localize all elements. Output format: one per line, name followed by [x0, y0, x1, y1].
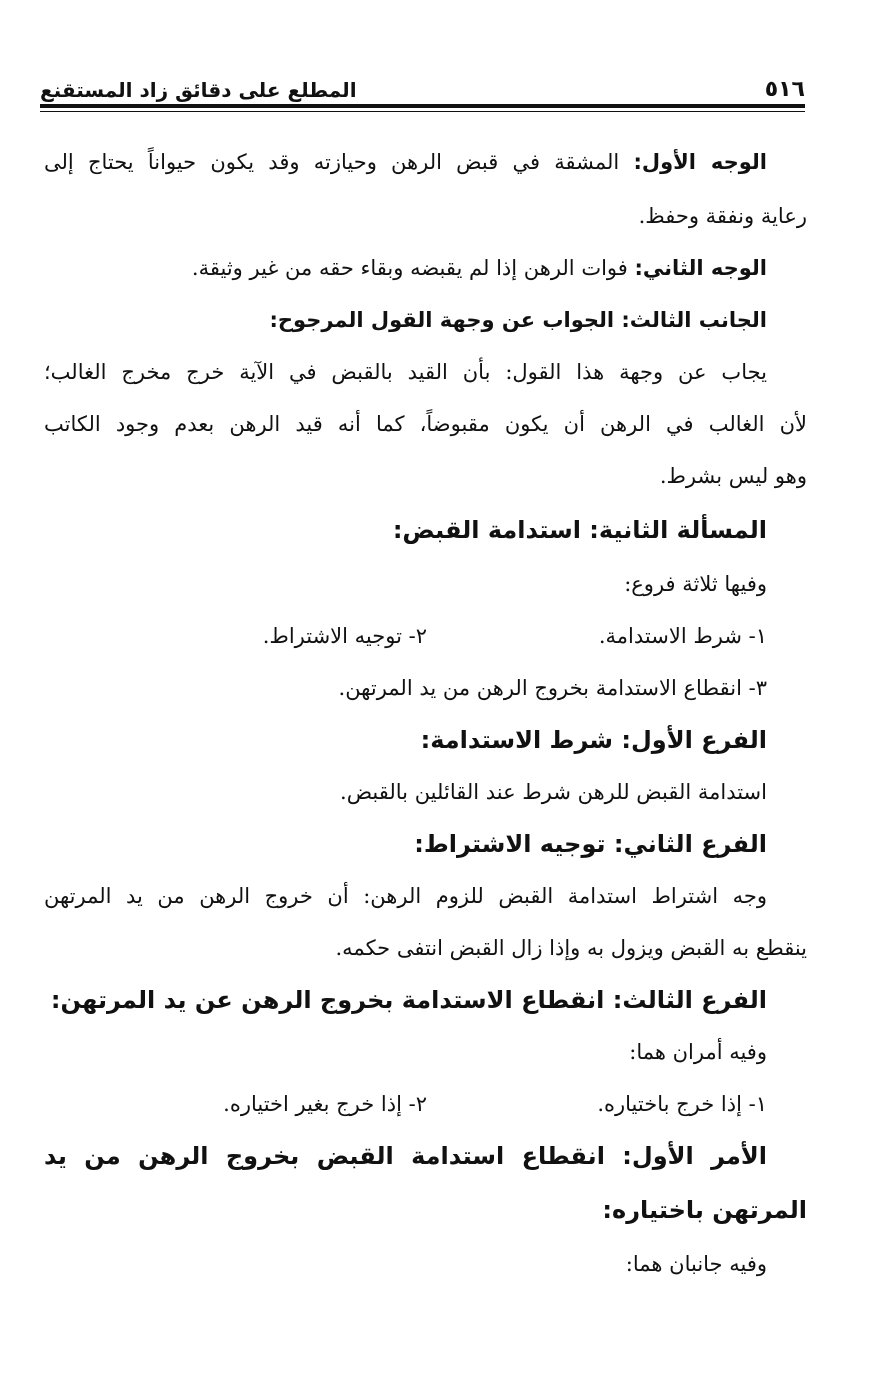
- paragraph-line: وفيه أمران هما:: [629, 1040, 767, 1064]
- page-header: [40, 66, 805, 102]
- list-line: [44, 619, 767, 653]
- paragraph-text: فوات الرهن إذا لم يقبضه وبقاء حقه من غير وثيقة.: [191, 256, 635, 280]
- list-item: ٢- توجيه الاشتراط.: [262, 624, 427, 648]
- paragraph-line: رعاية ونفقة وحفظ.: [638, 204, 807, 228]
- section-heading: المسألة الثانية: استدامة القبض:: [392, 516, 767, 544]
- paragraph-line: استدامة القبض للرهن شرط عند القائلين بالقبض.: [340, 780, 767, 804]
- paragraph-line: وفيه جانبان هما:: [625, 1252, 767, 1276]
- list-item: ٣- انقطاع الاستدامة بخروج الرهن من يد المرتهن.: [338, 676, 767, 700]
- section-heading: الفرع الأول: شرط الاستدامة:: [420, 726, 767, 754]
- paragraph-line: ينقطع به القبض ويزول به وإذا زال القبض انتفى حكمه.: [335, 936, 807, 960]
- list-item: ٢- إذا خرج بغير اختياره.: [223, 1092, 427, 1116]
- book-title: المطلع على دقائق زاد المستقنع: [40, 78, 357, 102]
- paragraph-line: وفيها ثلاثة فروع:: [624, 572, 767, 596]
- list-item: ١- شرط الاستدامة.: [598, 624, 767, 648]
- section-heading: الفرع الثاني: توجيه الاشتراط:: [414, 830, 767, 858]
- paragraph-line: وجه اشتراط استدامة القبض للزوم الرهن: أن خروج الرهن من يد المرتهن: [44, 884, 767, 908]
- paragraph-line: يجاب عن وجهة هذا القول: بأن القيد بالقبض في الآية خرج مخرج الغالب؛: [44, 360, 767, 384]
- section-heading: الأمر الأول: انقطاع استدامة القبض بخروج الرهن من يد: [44, 1142, 767, 1170]
- paragraph-line: لأن الغالب في الرهن أن يكون مقبوضاً، كما أنه قيد الرهن بعدم وجود الكاتب: [44, 412, 807, 436]
- section-heading: الجانب الثالث: الجواب عن وجهة القول المرجوح:: [269, 308, 767, 332]
- paragraph-text: المشقة في قبض الرهن وحيازته وقد يكون حيواناً يحتاج إلى: [44, 150, 634, 174]
- paragraph-line: [44, 251, 767, 285]
- paragraph-line: وهو ليس بشرط.: [659, 464, 807, 488]
- section-heading: المرتهن باختياره:: [602, 1196, 807, 1224]
- list-item: ١- إذا خرج باختياره.: [597, 1092, 767, 1116]
- list-line: [44, 1087, 767, 1121]
- section-heading: الفرع الثالث: انقطاع الاستدامة بخروج الرهن عن يد المرتهن:: [50, 986, 767, 1014]
- paragraph-lead: الوجه الثاني:: [634, 256, 767, 280]
- paragraph-line: [44, 145, 767, 179]
- header-rule-thin: [40, 111, 805, 112]
- page-number: ٥١٦: [764, 77, 805, 102]
- header-rule-thick: [40, 104, 805, 108]
- paragraph-lead: الوجه الأول:: [633, 150, 767, 174]
